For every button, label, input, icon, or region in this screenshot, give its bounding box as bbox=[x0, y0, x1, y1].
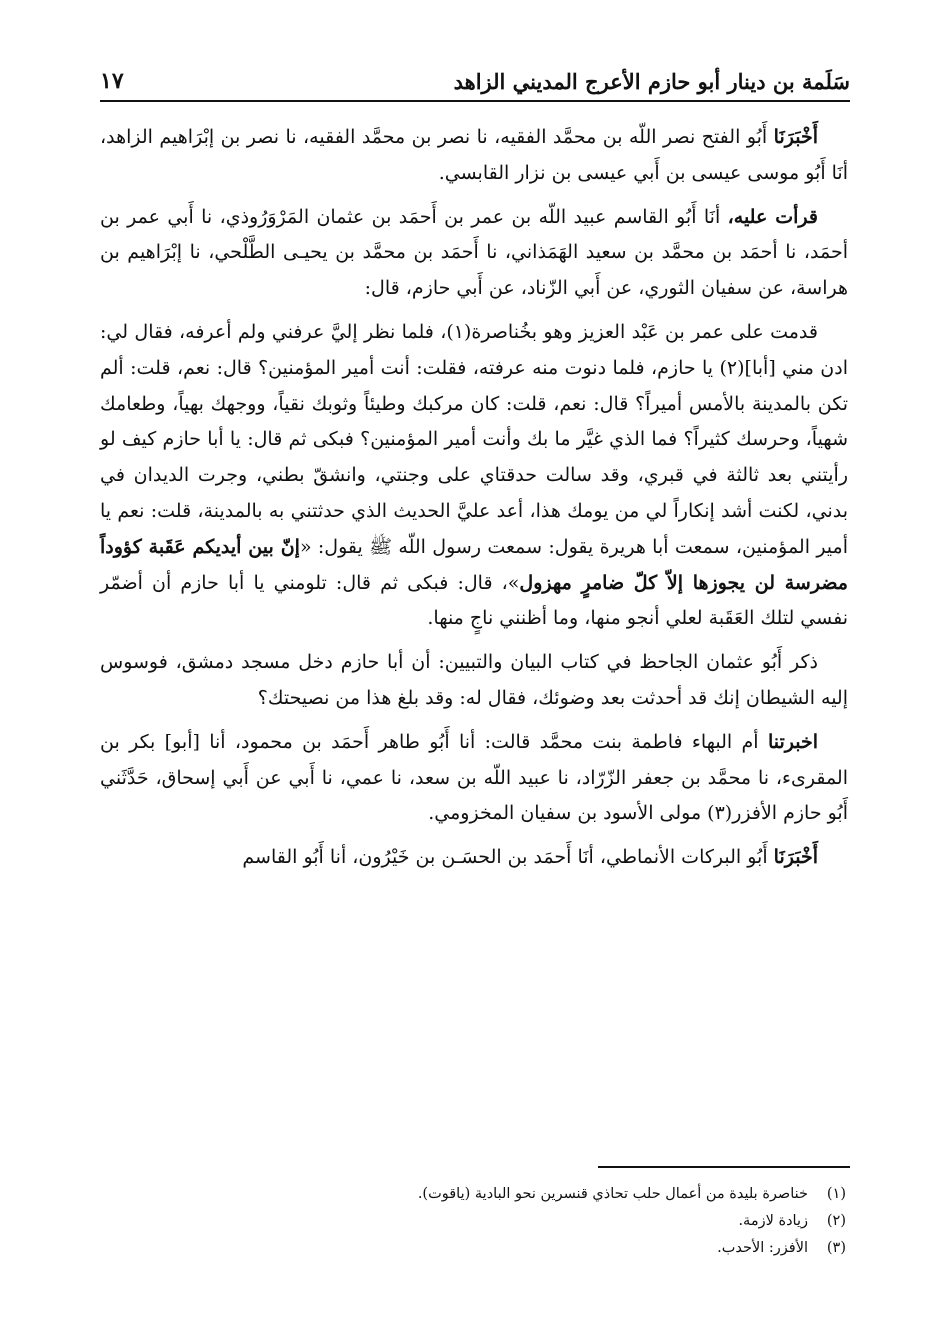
paragraph-text: أنَا أَبُو القاسم عبيد اللّه بن عمر بن أَحمَد بن عثمان المَرْوَرُوذي، نا أَبي عمر بن أحمَد، نا أحمَد بن محمَّد بن سعيد الهَمَذاني، نا أَحمَد بن محمَّد بن يحيـى الطَّلْحي، نا إبْرَاهيم بن هراسة، عن سفيان الثوري، عن أَبي الزّناد، عن أَبي حازم، قال: bbox=[100, 205, 848, 300]
paragraph-4 bbox=[100, 645, 848, 717]
paragraph-3 bbox=[100, 315, 848, 637]
footnote-text: زيادة لازمة. bbox=[738, 1213, 808, 1229]
page-header bbox=[100, 58, 850, 102]
footnotes bbox=[100, 1181, 846, 1262]
running-title: سَلَمة بن دينار أبو حازم الأعرج المديني الزاهد bbox=[453, 69, 850, 94]
paragraph-lead: قرأت عليه، bbox=[727, 205, 818, 228]
footnote-item bbox=[100, 1181, 846, 1208]
paragraph-1 bbox=[100, 120, 848, 192]
paragraph-text: أم البهاء فاطمة بنت محمَّد قالت: أنا أَبُو طاهر أَحمَد بن محمود، أنا [أبو] بكر بن المقرىء، نا محمَّد بن جعفر الزّرّاد، نا عبيد اللّه بن سعد، نا عمي، نا أَبي عن أَبي إسحاق، حَدَّثَني أَبُو حازم الأفزر(٣) مولى الأسود بن سفيان المخزومي. bbox=[100, 730, 848, 825]
footnote-number: (٢) bbox=[826, 1213, 846, 1229]
main-text bbox=[100, 120, 848, 884]
footnote-divider bbox=[598, 1166, 850, 1168]
hadith-quote: إنّ بين أيديكم عَقَبة كؤوداً مضرسة لن يجوزها إلاّ كلّ ضامرٍ مهزول bbox=[100, 535, 848, 594]
paragraph-lead: أَخْبَرَنَا bbox=[773, 846, 818, 869]
paragraph-lead: اخبرتنا bbox=[767, 730, 818, 753]
footnote-text: الأفزر: الأحدب. bbox=[717, 1240, 808, 1256]
paragraph-text: ذكر أَبُو عثمان الجاحظ في كتاب البيان والتبيين: أن أبا حازم دخل مسجد دمشق، فوسوس إليه الشيطان إنك قد أحدثت بعد وضوئك، فقال له: وقد بلغ هذا من نصيحتك؟ bbox=[100, 651, 848, 709]
footnote-text: خناصرة بليدة من أعمال حلب تحاذي قنسرين نحو البادية (ياقوت). bbox=[417, 1186, 808, 1202]
page-number: ١٧ bbox=[100, 68, 124, 94]
paragraph-5 bbox=[100, 725, 848, 832]
paragraph-6 bbox=[100, 840, 848, 876]
paragraph-2 bbox=[100, 200, 848, 307]
footnote-item bbox=[100, 1235, 846, 1262]
footnote-number: (١) bbox=[826, 1186, 846, 1202]
paragraph-text: قدمت على عمر بن عَبْد العزيز وهو بخُناصرة(١)، فلما نظر إليَّ عرفني ولم أعرفه، فقال لي: ادن مني [أبا](٢) يا حازم، فلما دنوت منه عرفته، فقلت: أنت أمير المؤمنين؟ قال: نعم، قلت: ألم تكن بالمدينة بالأمس أميراً؟ قال: نعم، قلت: كان مركبك وطيئاً وثوبك نقياً، ووجهك بهياً، وطعامك شهياً، وحرسك كثيراً؟ فما الذي غيَّر ما بك وأنت أمير المؤمنين؟ فبكى ثم قال: يا أبا حازم كيف لو رأيتني بعد ثالثة في قبري، وقد سالت حدقتاي على وجنتي، وانشقّ بطني، وجرت الديدان في بدني، لكنت أشد إنكاراً لي من يومك هذا، أعد عليَّ الحديث الذي حدثتني به بالمدينة، قلت: نعم يا أمير المؤمنين، سمعت أبا هريرة يقول: سمعت رسول اللّه ﷺ يقول: « bbox=[100, 320, 848, 558]
paragraph-text: أَبُو البركات الأنماطي، أنَا أَحمَد بن الحسَـن بن خَيْرُون، أنا أَبُو القاسم bbox=[242, 846, 768, 869]
footnote-number: (٣) bbox=[826, 1240, 846, 1256]
paragraph-text: »، قال: فبكى ثم قال: تلومني يا أبا حازم أن أضمّر نفسي لتلك العَقَبة لعلي أنجو منها، وما أظنني ناجٍ منها. bbox=[100, 571, 848, 630]
paragraph-text: أَبُو الفتح نصر اللّه بن محمَّد الفقيه، نا نصر بن محمَّد الفقيه، نا نصر بن إبْرَاهيم الزاهد، أنَا أَبُو موسى عيسى بن أَبي عيسى بن نزار القابسي. bbox=[100, 126, 848, 184]
footnote-item bbox=[100, 1208, 846, 1235]
paragraph-lead: أَخْبَرَنَا bbox=[773, 126, 818, 148]
